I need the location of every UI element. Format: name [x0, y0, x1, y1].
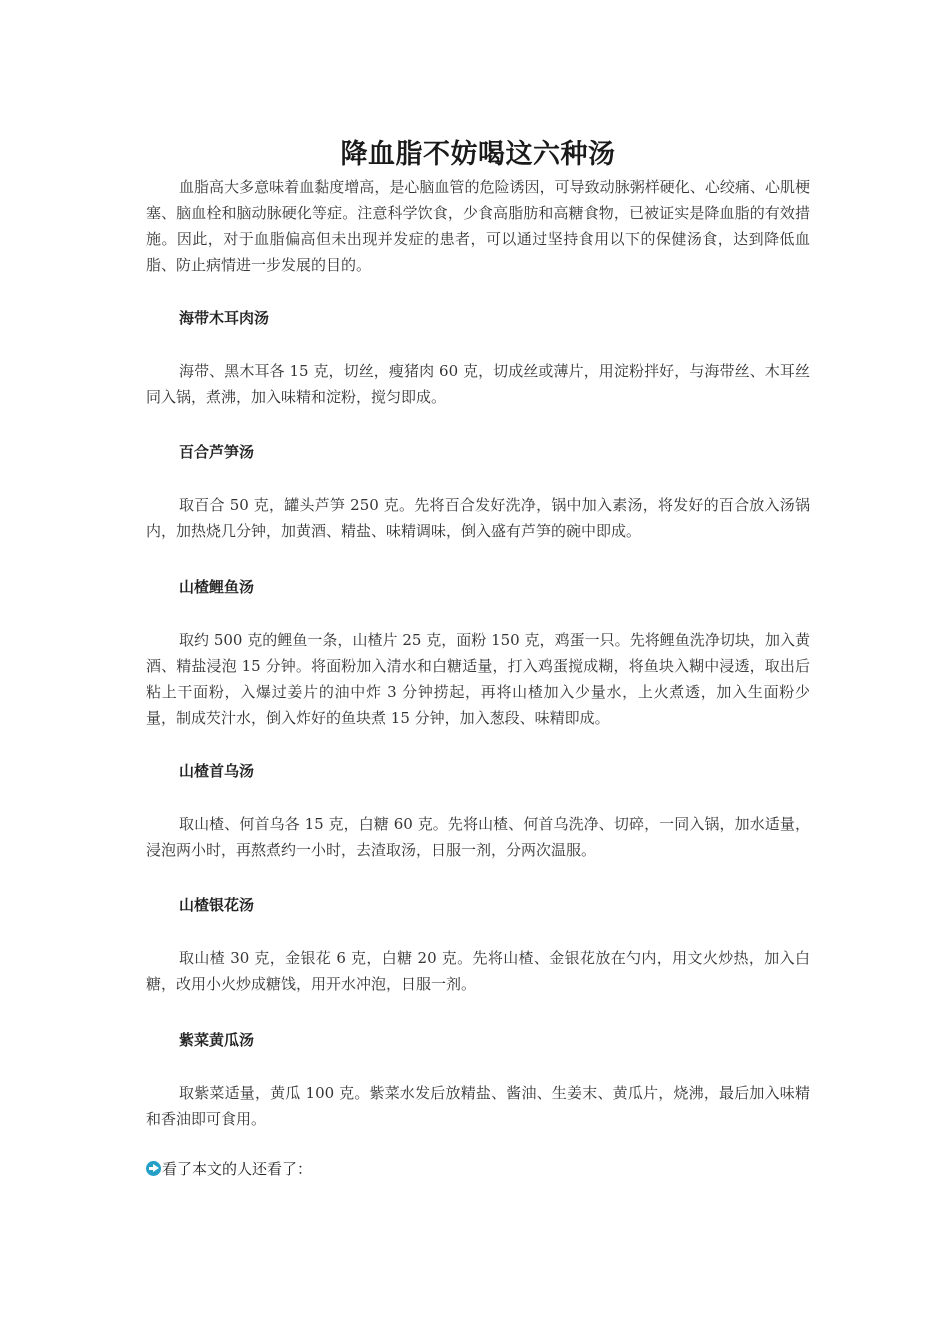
- section-body-seaweed-cucumber-soup: 取紫菜适量，黄瓜 100 克。紫菜水发后放精盐、酱油、生姜末、黄瓜片，烧沸，最后加入味精和香油即可食用。: [146, 1084, 810, 1128]
- section-body-lily-asparagus-soup: 取百合 50 克，罐头芦笋 250 克。先将百合发好洗净，锅中加入素汤，将发好的百合放入汤锅内，加热烧几分钟，加黄酒、精盐、味精调味，倒入盛有芦笋的碗中即成。: [146, 496, 810, 540]
- arrow-circle-icon: [146, 1161, 161, 1176]
- related-articles-text: 看了本文的人还看了：: [162, 1160, 313, 1178]
- section-body-hawthorn-shouwu-soup: 取山楂、何首乌各 15 克，白糖 60 克。先将山楂、何首乌洗净、切碎，一同入锅，加水适量，浸泡两小时，再熬煮约一小时，去渣取汤，日服一剂，分两次温服。: [146, 815, 810, 859]
- section-heading-hawthorn-honeysuckle-soup: 山楂银花汤: [179, 896, 255, 914]
- section-body-hawthorn-honeysuckle-soup: 取山楂 30 克，金银花 6 克，白糖 20 克。先将山楂、金银花放在勺内，用文火炒热，加入白糖，改用小火炒成糖饯，用开水冲泡，日服一剂。: [146, 949, 810, 993]
- intro-paragraph: 血脂高大多意味着血黏度增高，是心脑血管的危险诱因，可导致动脉粥样硬化、心绞痛、心肌梗塞、脑血栓和脑动脉硬化等症。注意科学饮食，少食高脂肪和高糖食物，已被证实是降血脂的有效措施。因此，对于血脂偏高但未出现并发症的患者，可以通过坚持食用以下的保健汤食，达到降低血脂、防止病情进一步发展的目的。: [146, 178, 810, 274]
- section-heading-hawthorn-carp-soup: 山楂鲤鱼汤: [179, 578, 255, 596]
- page-title: 降血脂不妨喝这六种汤: [340, 139, 616, 170]
- section-heading-seaweed-cucumber-soup: 紫菜黄瓜汤: [179, 1031, 255, 1049]
- section-heading-kelp-fungus-soup: 海带木耳肉汤: [179, 309, 270, 327]
- related-articles-link[interactable]: [146, 1158, 312, 1179]
- section-body-hawthorn-carp-soup: 取约 500 克的鲤鱼一条，山楂片 25 克，面粉 150 克，鸡蛋一只。先将鲤鱼洗净切块，加入黄酒、精盐浸泡 15 分钟。将面粉加入清水和白糖适量，打入鸡蛋搅成糊，将鱼块入糊中浸透，取出后粘上干面粉，入爆过姜片的油中炸 3 分钟捞起，再将山楂加入少量水，上火煮透，加入生面粉少量，制成芡汁水，倒入炸好的鱼块煮 15 分钟，加入葱段、味精即成。: [146, 631, 810, 727]
- section-heading-lily-asparagus-soup: 百合芦笋汤: [179, 443, 255, 461]
- section-body-kelp-fungus-soup: 海带、黑木耳各 15 克，切丝，瘦猪肉 60 克，切成丝或薄片，用淀粉拌好，与海带丝、木耳丝同入锅，煮沸，加入味精和淀粉，搅匀即成。: [146, 362, 810, 406]
- section-heading-hawthorn-shouwu-soup: 山楂首乌汤: [179, 762, 255, 780]
